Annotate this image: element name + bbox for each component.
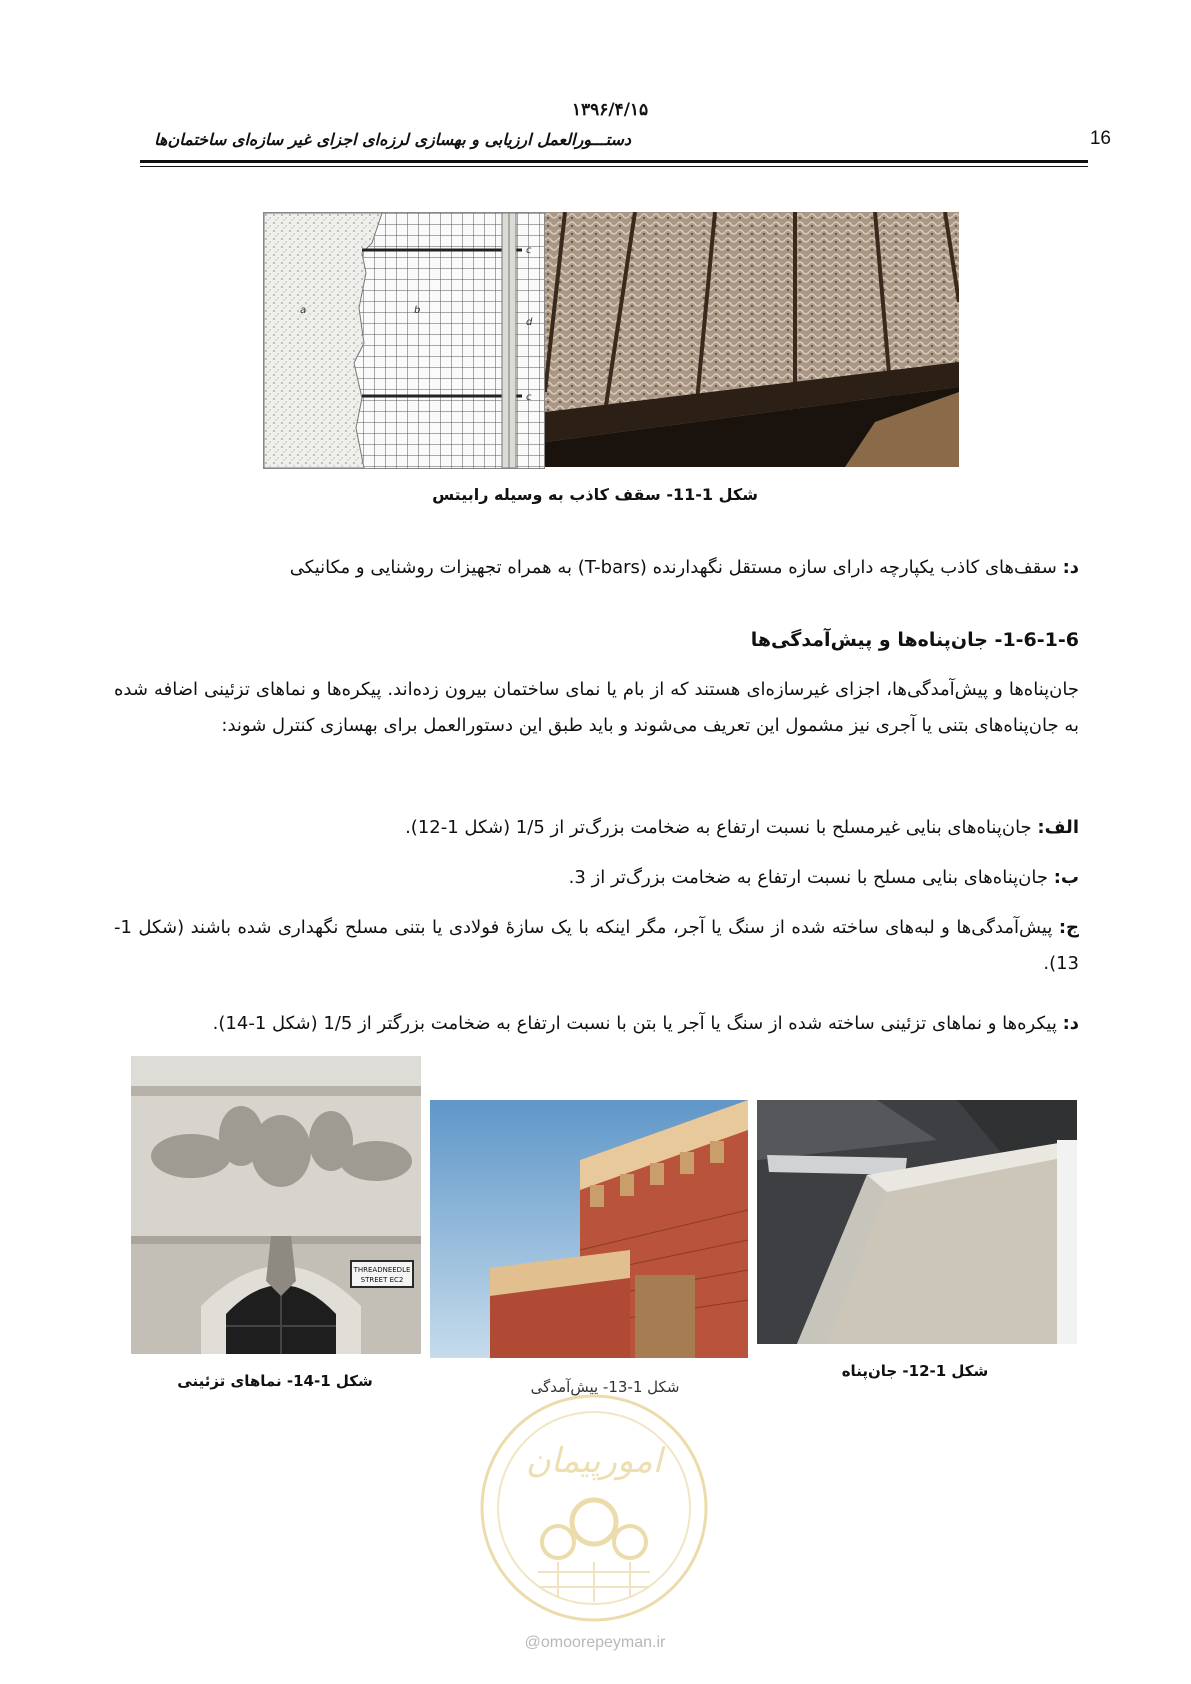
list-item-jim [114,910,1079,982]
item-text: پیکره‌ها و نماهای تزئینی ساخته شده از سنگ یا آجر یا بتن با نسبت ارتفاع به ضخامت بزرگتر از 1/5 (شکل 1-14). [212,1013,1063,1034]
list-item-d-statues [114,1006,1079,1042]
item-label: ج: [1058,917,1079,938]
figure-12-photo [757,1100,1077,1344]
header-date: ۱۳۹۶/۴/۱۵ [571,100,649,120]
figure-14-photo [131,1056,421,1354]
figure-11-drawing [263,212,545,469]
item-label: ب: [1053,867,1079,888]
list-item-be [114,860,1079,896]
figure-12-caption: شکل 1-12- جان‌پناه [841,1362,989,1380]
watermark-site: @omoorepeyman.ir [524,1634,666,1651]
item-label: الف: [1037,817,1079,838]
item-label: د: [1062,557,1079,578]
figure-13-photo [430,1100,748,1358]
header-rule-thin [140,166,1088,167]
body-paragraph: جان‌پناه‌ها و پیش‌آمدگی‌ها، اجزای غیرسازه‌ای هستند که از بام یا نمای ساختمان بیرون زده‌اند. پیکره‌ها و نماهای تزئینی اضافه شده به جان‌پناه‌های بتنی یا آجری نیز مشمول این تعریف می‌شوند و باید طبق این دستورالعمل برای بهسازی کنترل شوند: [114,679,1079,736]
item-text: جان‌پناه‌های بنایی مسلح با نسبت ارتفاع به ضخامت بزرگ‌تر از 3. [568,867,1054,888]
figure-14-caption: شکل 1-14- نماهای تزئینی [177,1372,373,1390]
header-rule [140,160,1088,163]
watermark-logo-text: امورپیمان [525,1441,663,1481]
header-title: دستـــورالعمل ارزیابی و بهسازی لرزه‌ای اجزای غیر سازه‌ای ساختمان‌ها [154,130,631,149]
item-text: سقف‌های کاذب یکپارچه دارای سازه مستقل نگهدارنده (T-bars) به همراه تجهیزات روشنایی و مکانیکی [289,557,1063,578]
list-item-d-ceilings [114,550,1079,586]
section-heading: 1-6-1-6- جان‌پناه‌ها و پیش‌آمدگی‌ها [750,629,1079,651]
watermark-seal [478,1392,710,1624]
item-text: پیش‌آمدگی‌ها و لبه‌های ساخته شده از سنگ یا آجر، مگر اینکه با یک سازۀ فولادی یا بتنی مسلح نگهداری شده باشند (شکل 1-13). [114,917,1079,974]
street-sign-line1: THREADNEEDLE [353,1266,411,1274]
street-sign-line2: STREET EC2 [360,1276,404,1284]
svg-text:b: b [414,305,421,316]
svg-text:d: d [526,317,533,328]
svg-text:c: c [526,245,532,256]
list-item-alef [114,810,1079,846]
item-label: د: [1062,1013,1079,1034]
item-text: جان‌پناه‌های بنایی غیرمسلح با نسبت ارتفاع به ضخامت بزرگ‌تر از 1/5 (شکل 1-12). [405,817,1038,838]
svg-text:a: a [300,305,307,316]
figure-11-caption: شکل 1-11- سقف کاذب به وسیله رابیتس [432,485,758,504]
page-number: 16 [1089,128,1111,149]
figure-11-photo [545,212,959,467]
svg-text:c: c [526,392,532,403]
figure-13-caption: شکل 1-13- پیش‌آمدگی [530,1378,680,1396]
